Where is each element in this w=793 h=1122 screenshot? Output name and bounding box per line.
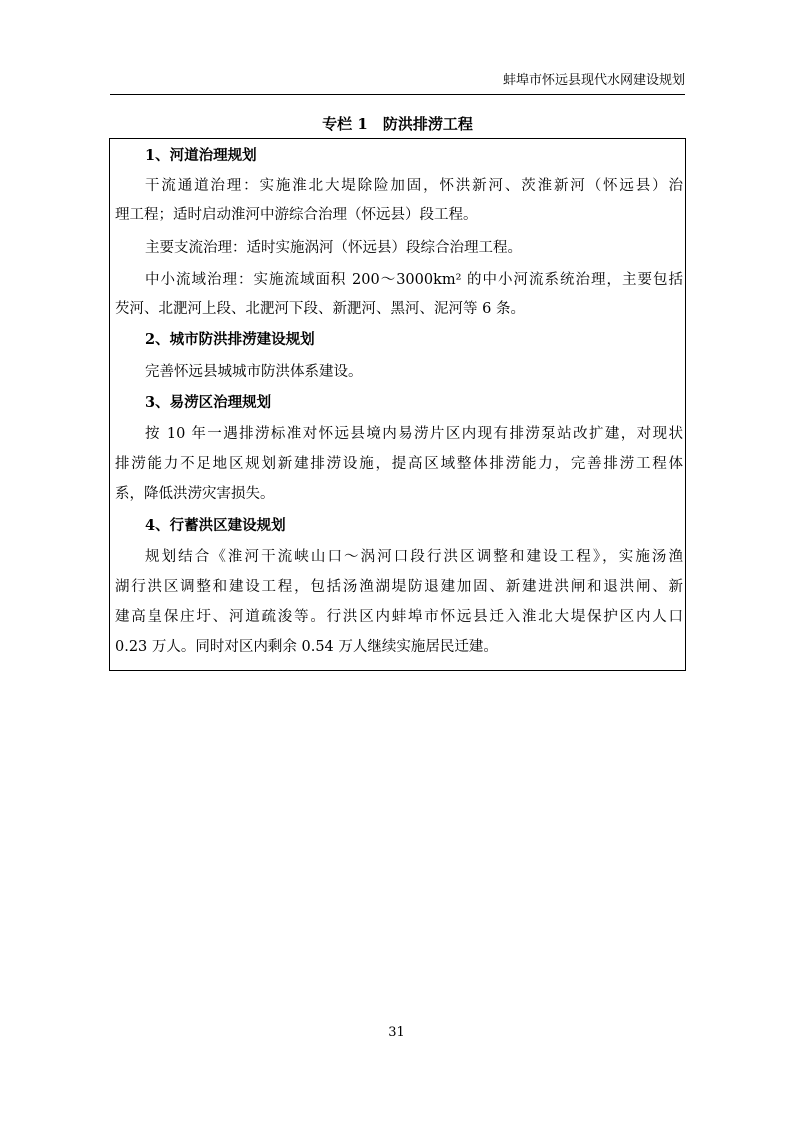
section-heading-waterlogging-area: 3、易涝区治理规划 xyxy=(145,394,272,411)
paragraph-line: 完善怀远县城城市防洪体系建设。 xyxy=(145,364,363,380)
paragraph-line: 规划结合《淮河干流峡山口～涡河口段行洪区调整和建设工程》，实施汤渔 xyxy=(145,549,683,565)
paragraph-line: 按 10 年一遇排涝标准对怀远县境内易涝片区内现有排涝泵站改扩建，对现状 xyxy=(145,426,683,442)
section-heading-urban-flood-control: 2、城市防洪排涝建设规划 xyxy=(145,331,315,348)
paragraph-line: 建高皇保庄圩、河道疏浚等。行洪区内蚌埠市怀远县迁入淮北大堤保护区内人口 xyxy=(115,609,683,625)
paragraph-line: 0.23 万人。同时对区内剩余 0.54 万人继续实施居民迁建。 xyxy=(115,639,498,655)
section-heading-river-governance: 1、河道治理规划 xyxy=(145,147,257,164)
paragraph-line: 主要支流治理：适时实施涡河（怀远县）段综合治理工程。 xyxy=(145,240,522,256)
paragraph-line: 湖行洪区调整和建设工程，包括汤渔湖堤防退建加固、新建进洪闸和退洪闸、新 xyxy=(115,579,683,595)
paragraph-line: 排涝能力不足地区规划新建排涝设施，提高区域整体排涝能力，完善排涝工程体 xyxy=(115,456,683,472)
running-header: 蚌埠市怀远县现代水网建设规划 xyxy=(502,73,685,88)
paragraph-line: 理工程；适时启动淮河中游综合治理（怀远县）段工程。 xyxy=(115,207,478,223)
section-heading-flood-storage-area: 4、行蓄洪区建设规划 xyxy=(145,517,286,534)
paragraph-line: 系，降低洪涝灾害损失。 xyxy=(115,486,275,502)
paragraph-line: 干流通道治理：实施淮北大堤除险加固，怀洪新河、茨淮新河（怀远县）治 xyxy=(145,178,683,194)
header-rule xyxy=(110,94,685,95)
box-title: 专栏 1 防洪排涝工程 xyxy=(322,115,473,133)
page-number: 31 xyxy=(388,1025,405,1040)
paragraph-line: 芡河、北淝河上段、北淝河下段、新淝河、黑河、泥河等 6 条。 xyxy=(115,301,525,317)
paragraph-line: 中小流域治理：实施流域面积 200～3000km² 的中小河流系统治理，主要包括 xyxy=(145,272,683,288)
